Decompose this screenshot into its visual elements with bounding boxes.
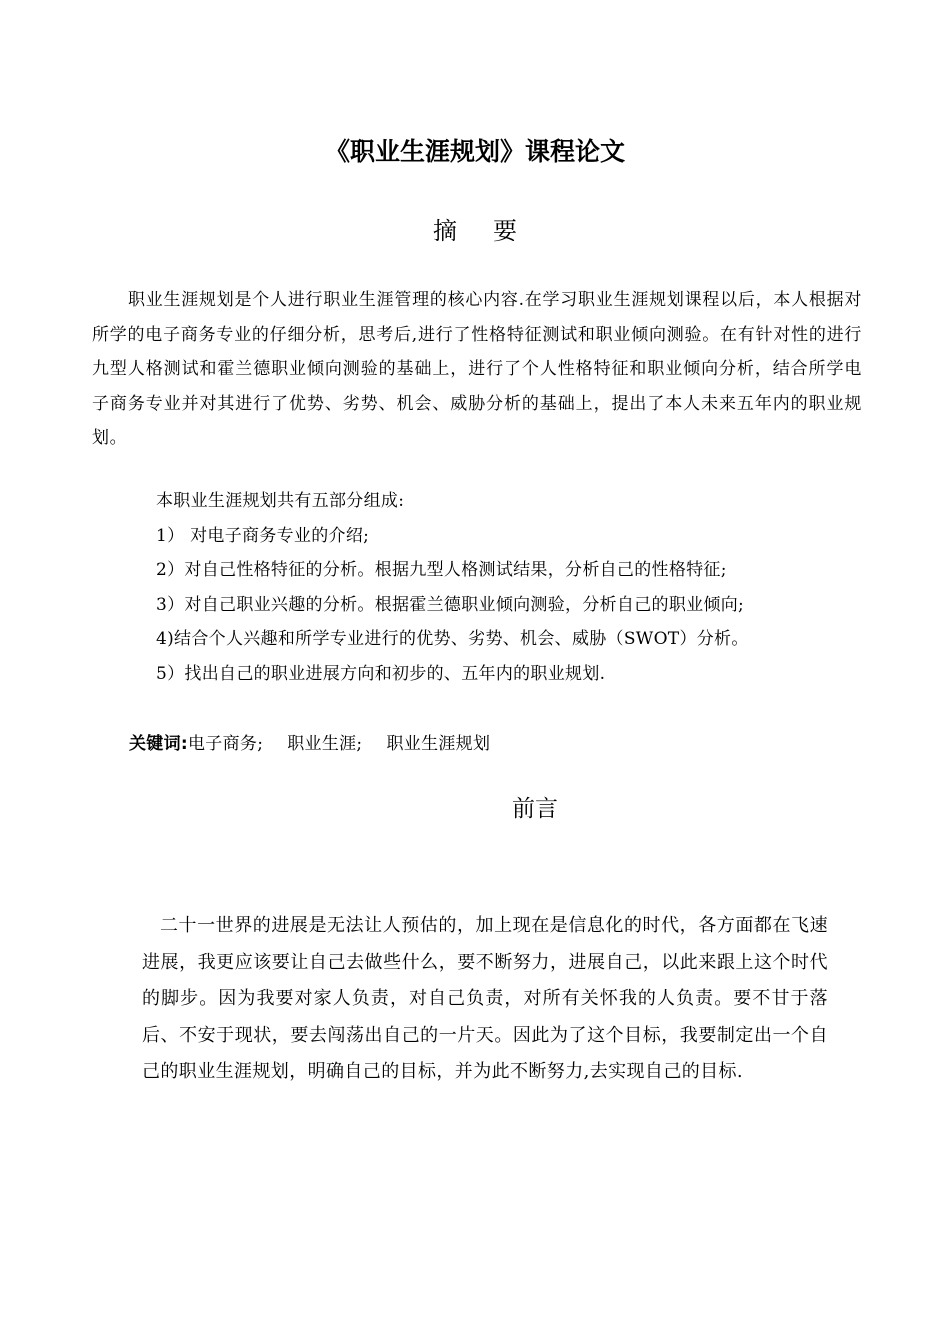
keywords-label: 关键词: [129,734,188,754]
list-item: 3）对自己职业兴趣的分析。根据霍兰德职业倾向测验，分析自己的职业倾向; [156,594,745,615]
abstract-heading: 摘要 [433,217,553,245]
parts-list [130,484,870,692]
list-item: 5）找出自己的职业进展方向和初步的、五年内的职业规划. [156,663,606,684]
list-item: 2）对自己性格特征的分析。根据九型人格测试结果，分析自己的性格特征; [156,560,727,581]
document-title: 《职业生涯规划》课程论文 [324,137,625,166]
keyword: 电子商务; [188,734,264,754]
list-item: 1） 对电子商务专业的介绍; [156,525,370,546]
parts-intro: 本职业生涯规划共有五部分组成: [156,491,405,511]
keyword: 职业生涯规划 [386,734,491,754]
preface-paragraph: 二十一世界的进展是无法让人预估的，加上现在是信息化的时代，各方面都在飞速进展，我更应该要让自己去做些什么，要不断努力，进展自己，以此来跟上这个时代的脚步。因为我要对家人负责，对自己负责，对所有关怀我的人负责。要不甘于落后、不安于现状，要去闯荡出自己的一片天。因此为了这个目标，我要制定出一个自己的职业生涯规划，明确自己的目标，并为此不断努力,去实现自己的目标. [142,915,828,1082]
preface-heading: 前言 [512,796,558,822]
abstract-paragraph: 职业生涯规划是个人进行职业生涯管理的核心内容.在学习职业生涯规划课程以后，本人根据对所学的电子商务专业的仔细分析，思考后,进行了性格特征测试和职业倾向测验。在有针对性的进行九型人格测试和霍兰德职业倾向测验的基础上，进行了个人性格特征和职业倾向分析，结合所学电子商务专业并对其进行了优势、劣势、机会、威胁分析的基础上，提出了本人未来五年内的职业规划。 [92,290,862,449]
keywords-line [129,727,514,761]
keyword: 职业生涯; [287,734,363,754]
list-item: 4)结合个人兴趣和所学专业进行的优势、劣势、机会、威胁（SWOT）分析。 [156,629,749,650]
